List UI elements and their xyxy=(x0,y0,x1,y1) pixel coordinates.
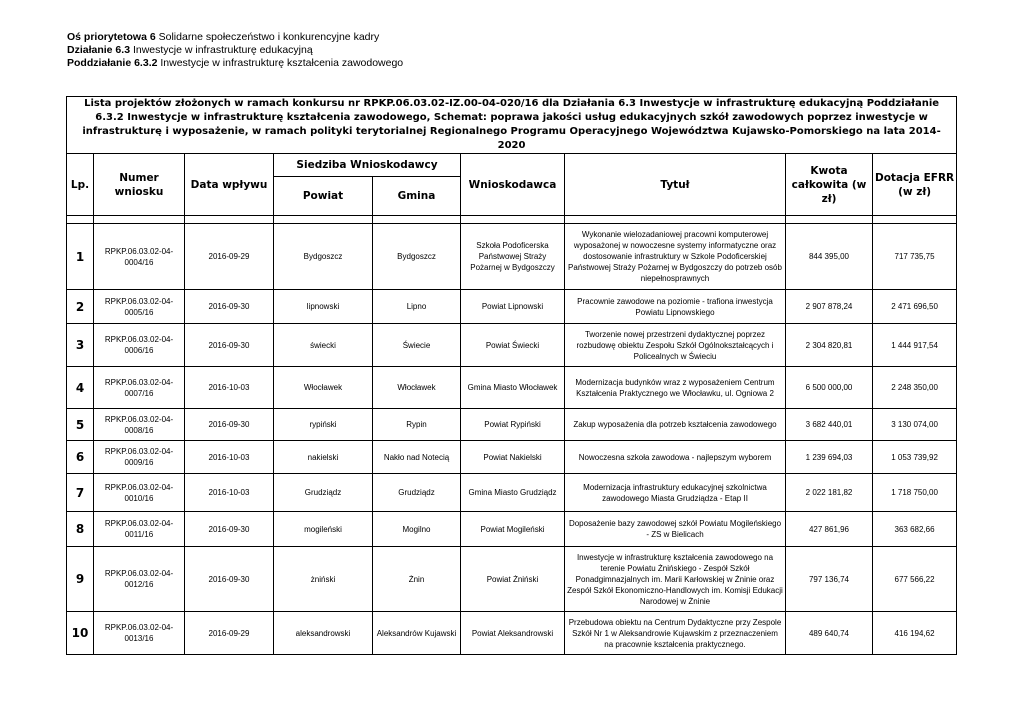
cell-gmina: Nakło nad Notecią xyxy=(373,441,461,474)
cell-lp: 7 xyxy=(67,474,94,512)
cell-kwota: 3 682 440,01 xyxy=(786,409,873,441)
cell-data: 2016-10-03 xyxy=(185,474,274,512)
col-header-numer: Numer wniosku xyxy=(94,154,185,216)
cell-tytul: Przebudowa obiektu na Centrum Dydaktyczne przy Zespole Szkół Nr 1 w Aleksandrowie Kujawskim z przeznaczeniem na pracownie kształcenia praktycznego. xyxy=(565,612,786,655)
cell-numer: RPKP.06.03.02-04-0005/16 xyxy=(94,290,185,324)
cell-powiat: żniński xyxy=(274,547,373,612)
table-title: Lista projektów złożonych w ramach konkursu nr RPKP.06.03.02-IZ.00-04-020/16 dla Działania 6.3 Inwestycje w infrastrukturę edukacyjną Poddziałanie 6.3.2 Inwestycje w infrastrukturę kształcenia zawodowego, Schemat: poprawa jakości usług edukacyjnych szkół zawodowych poprzez inwestycje w infrastrukturę i wyposażenie, w ramach polityki terytorialnej Regionalnego Programu Operacyjnego Województwa Kujawsko-Pomorskiego na lata 2014-2020 xyxy=(67,97,957,154)
cell-numer: RPKP.06.03.02-04-0008/16 xyxy=(94,409,185,441)
cell-numer: RPKP.06.03.02-04-0010/16 xyxy=(94,474,185,512)
table-row xyxy=(67,409,957,441)
cell-wnioskodawca: Gmina Miasto Włocławek xyxy=(461,367,565,409)
cell-numer: RPKP.06.03.02-04-0006/16 xyxy=(94,324,185,367)
cell-tytul: Tworzenie nowej przestrzeni dydaktycznej poprzez rozbudowę obiektu Zespołu Szkół Ogólnokształcących i Policealnych w Świeciu xyxy=(565,324,786,367)
table-body xyxy=(67,224,957,655)
cell-wnioskodawca: Powiat Mogileński xyxy=(461,512,565,547)
cell-kwota: 844 395,00 xyxy=(786,224,873,290)
projects-table xyxy=(66,96,957,655)
header-line-action: Działanie 6.3 Inwestycje w infrastrukturę edukacyjną xyxy=(67,44,313,56)
col-header-gmina: Gmina xyxy=(373,177,461,216)
cell-powiat: Włocławek xyxy=(274,367,373,409)
col-header-tytul: Tytuł xyxy=(565,154,786,216)
cell-data: 2016-09-29 xyxy=(185,224,274,290)
cell-powiat: mogileński xyxy=(274,512,373,547)
col-header-powiat: Powiat xyxy=(274,177,373,216)
cell-numer: RPKP.06.03.02-04-0007/16 xyxy=(94,367,185,409)
cell-wnioskodawca: Powiat Lipnowski xyxy=(461,290,565,324)
cell-wnioskodawca: Gmina Miasto Grudziądz xyxy=(461,474,565,512)
cell-gmina: Świecie xyxy=(373,324,461,367)
cell-wnioskodawca: Powiat Aleksandrowski xyxy=(461,612,565,655)
cell-tytul: Inwestycje w infrastrukturę kształcenia zawodowego na terenie Powiatu Żnińskiego - Zespół Szkół Ponadgimnazjalnych im. Marii Karłowskiej w Żninie oraz Zespół Szkół Ekonomiczno-Handlowych im. Komisji Edukacji Narodowej w Żninie xyxy=(565,547,786,612)
col-header-kwota: Kwota całkowita (w zł) xyxy=(786,154,873,216)
cell-data: 2016-10-03 xyxy=(185,367,274,409)
cell-lp: 5 xyxy=(67,409,94,441)
cell-kwota: 2 907 878,24 xyxy=(786,290,873,324)
table-row xyxy=(67,441,957,474)
cell-gmina: Grudziądz xyxy=(373,474,461,512)
cell-powiat: lipnowski xyxy=(274,290,373,324)
cell-powiat: rypiński xyxy=(274,409,373,441)
cell-tytul: Modernizacja infrastruktury edukacyjnej szkolnictwa zawodowego Miasta Grudziądza - Etap II xyxy=(565,474,786,512)
cell-lp: 3 xyxy=(67,324,94,367)
cell-data: 2016-09-29 xyxy=(185,612,274,655)
cell-powiat: nakielski xyxy=(274,441,373,474)
column-header-row xyxy=(67,154,957,177)
cell-dotacja: 1 718 750,00 xyxy=(873,474,957,512)
cell-data: 2016-10-03 xyxy=(185,441,274,474)
cell-kwota: 1 239 694,03 xyxy=(786,441,873,474)
cell-dotacja: 363 682,66 xyxy=(873,512,957,547)
cell-dotacja: 416 194,62 xyxy=(873,612,957,655)
table-row xyxy=(67,474,957,512)
col-header-lp: Lp. xyxy=(67,154,94,216)
cell-dotacja: 677 566,22 xyxy=(873,547,957,612)
cell-kwota: 6 500 000,00 xyxy=(786,367,873,409)
cell-gmina: Bydgoszcz xyxy=(373,224,461,290)
table-title-row xyxy=(67,97,957,154)
header-line-priority-axis: Oś priorytetowa 6 Solidarne społeczeństwo i konkurencyjne kadry xyxy=(67,31,380,43)
cell-tytul: Pracownie zawodowe na poziomie - trafiona inwestycja Powiatu Lipnowskiego xyxy=(565,290,786,324)
cell-tytul: Wykonanie wielozadaniowej pracowni komputerowej wyposażonej w nowoczesne systemy informatyczne oraz dostosowanie infrastruktury w Szkole Podoficerskiej Państwowej Straży Pożarnej w Bydgoszczy do potrzeb osób niepełnosprawnych xyxy=(565,224,786,290)
cell-dotacja: 2 471 696,50 xyxy=(873,290,957,324)
cell-numer: RPKP.06.03.02-04-0009/16 xyxy=(94,441,185,474)
cell-numer: RPKP.06.03.02-04-0012/16 xyxy=(94,547,185,612)
cell-powiat: Bydgoszcz xyxy=(274,224,373,290)
cell-numer: RPKP.06.03.02-04-0004/16 xyxy=(94,224,185,290)
col-header-data: Data wpływu xyxy=(185,154,274,216)
cell-lp: 9 xyxy=(67,547,94,612)
cell-data: 2016-09-30 xyxy=(185,290,274,324)
cell-gmina: Aleksandrów Kujawski xyxy=(373,612,461,655)
cell-tytul: Doposażenie bazy zawodowej szkół Powiatu Mogileńskiego - ZS w Bielicach xyxy=(565,512,786,547)
cell-gmina: Rypin xyxy=(373,409,461,441)
cell-lp: 6 xyxy=(67,441,94,474)
cell-dotacja: 717 735,75 xyxy=(873,224,957,290)
cell-data: 2016-09-30 xyxy=(185,547,274,612)
cell-data: 2016-09-30 xyxy=(185,512,274,547)
cell-numer: RPKP.06.03.02-04-0011/16 xyxy=(94,512,185,547)
cell-kwota: 2 022 181,82 xyxy=(786,474,873,512)
cell-tytul: Zakup wyposażenia dla potrzeb kształcenia zawodowego xyxy=(565,409,786,441)
cell-wnioskodawca: Powiat Rypiński xyxy=(461,409,565,441)
cell-dotacja: 1 444 917,54 xyxy=(873,324,957,367)
cell-kwota: 489 640,74 xyxy=(786,612,873,655)
cell-dotacja: 1 053 739,92 xyxy=(873,441,957,474)
table-row xyxy=(67,512,957,547)
cell-dotacja: 2 248 350,00 xyxy=(873,367,957,409)
header-line-subaction: Poddziałanie 6.3.2 Inwestycje w infrastrukturę kształcenia zawodowego xyxy=(67,57,404,69)
cell-tytul: Nowoczesna szkoła zawodowa - najlepszym wyborem xyxy=(565,441,786,474)
col-header-siedziba: Siedziba Wnioskodawcy xyxy=(274,154,461,177)
cell-dotacja: 3 130 074,00 xyxy=(873,409,957,441)
cell-gmina: Włocławek xyxy=(373,367,461,409)
cell-gmina: Mogilno xyxy=(373,512,461,547)
col-header-wnioskodawca: Wnioskodawca xyxy=(461,154,565,216)
table-row xyxy=(67,367,957,409)
cell-lp: 4 xyxy=(67,367,94,409)
cell-data: 2016-09-30 xyxy=(185,409,274,441)
cell-kwota: 2 304 820,81 xyxy=(786,324,873,367)
table-row xyxy=(67,324,957,367)
table-row xyxy=(67,547,957,612)
cell-wnioskodawca: Powiat Nakielski xyxy=(461,441,565,474)
cell-lp: 1 xyxy=(67,224,94,290)
cell-powiat: świecki xyxy=(274,324,373,367)
cell-kwota: 427 861,96 xyxy=(786,512,873,547)
document-header xyxy=(67,31,403,70)
cell-tytul: Modernizacja budynków wraz z wyposażeniem Centrum Kształcenia Praktycznego we Włocławku, ul. Ogniowa 2 xyxy=(565,367,786,409)
spacer-row xyxy=(67,216,957,224)
cell-lp: 10 xyxy=(67,612,94,655)
cell-gmina: Żnin xyxy=(373,547,461,612)
cell-wnioskodawca: Powiat Świecki xyxy=(461,324,565,367)
cell-lp: 8 xyxy=(67,512,94,547)
table-row xyxy=(67,290,957,324)
cell-kwota: 797 136,74 xyxy=(786,547,873,612)
cell-wnioskodawca: Szkoła Podoficerska Państwowej Straży Pożarnej w Bydgoszczy xyxy=(461,224,565,290)
cell-numer: RPKP.06.03.02-04-0013/16 xyxy=(94,612,185,655)
cell-lp: 2 xyxy=(67,290,94,324)
table-row xyxy=(67,612,957,655)
col-header-dotacja: Dotacja EFRR (w zł) xyxy=(873,154,957,216)
cell-powiat: Grudziądz xyxy=(274,474,373,512)
cell-gmina: Lipno xyxy=(373,290,461,324)
table-row xyxy=(67,224,957,290)
cell-powiat: aleksandrowski xyxy=(274,612,373,655)
cell-wnioskodawca: Powiat Żniński xyxy=(461,547,565,612)
cell-data: 2016-09-30 xyxy=(185,324,274,367)
